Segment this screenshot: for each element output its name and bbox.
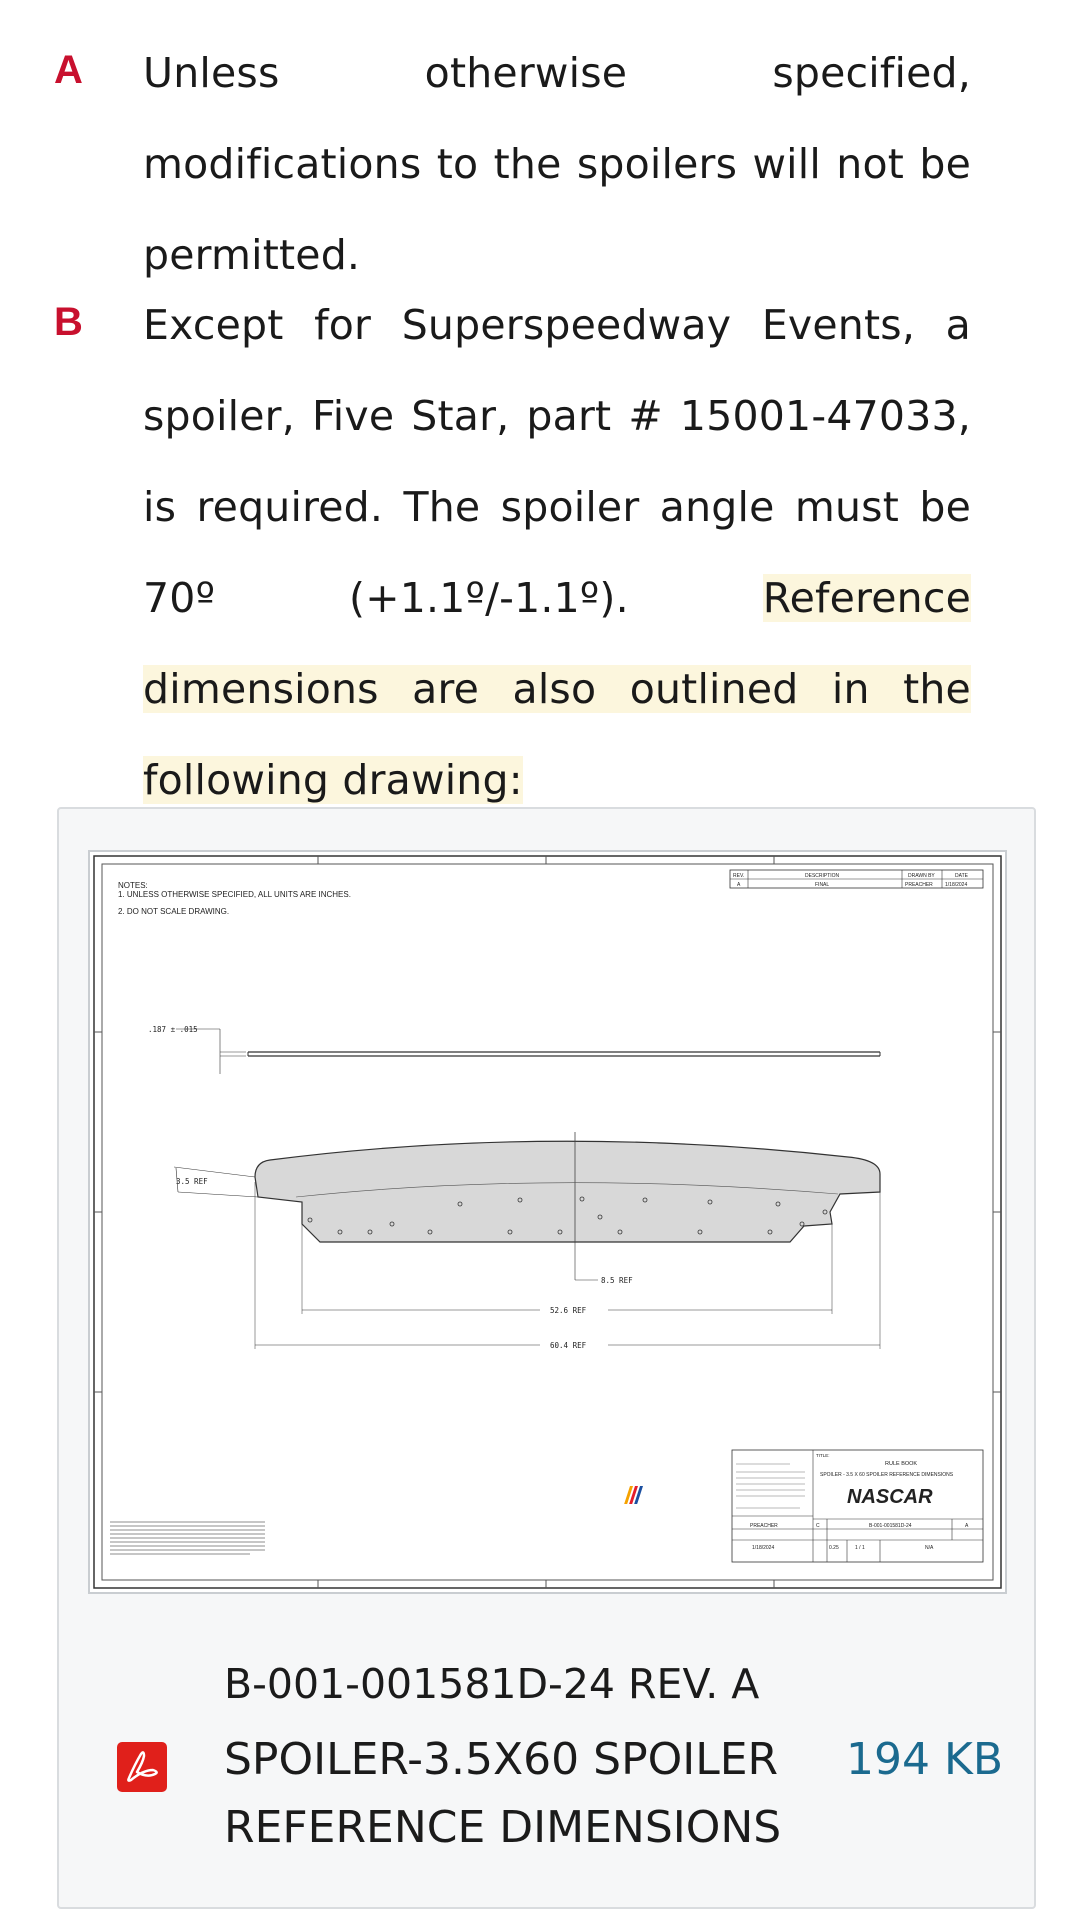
attachment-title[interactable]: SPOILER-3.5X60 SPOILER REFERENCE DIMENSIONS (224, 1734, 782, 1853)
rule-book-label: RULE BOOK (885, 1461, 918, 1467)
rule-text-b (143, 280, 971, 826)
thickness-dim: .187 ± .015 (148, 1025, 198, 1034)
title-block (624, 1450, 983, 1562)
rule-marker-b: B (54, 300, 83, 344)
outer-width-dim: 60.4 REF (550, 1341, 587, 1350)
attachment-size: 194 KB (846, 1734, 1004, 1785)
note-1: 1. UNLESS OTHERWISE SPECIFIED, ALL UNITS ARE INCHES. (118, 890, 351, 899)
notes-title: NOTES: (118, 881, 148, 890)
drawn-by-block: PREACHER (750, 1523, 778, 1529)
rule-text-b-main: Except for Superspeedway Events, a spoiler, Five Star, part # 15001-47033, is required. The spoiler angle must be 70º (+1.1º/-1.1º). (143, 301, 971, 622)
revision-table (730, 870, 983, 888)
description-value: FINAL (815, 882, 830, 888)
description-header: DESCRIPTION (805, 873, 840, 879)
date-value: 1/18/2024 (945, 882, 968, 888)
rule-text-b-highlight: Reference dimensions are also outlined in the following drawing: (143, 574, 971, 804)
note-2: 2. DO NOT SCALE DRAWING. (118, 907, 230, 916)
spoiler-edge-view (176, 1029, 880, 1074)
pdf-icon[interactable] (117, 1742, 167, 1792)
scale-value: 0.25 (829, 1545, 839, 1551)
drawing-preview[interactable] (88, 850, 1007, 1594)
rev-header: REV. (733, 873, 745, 879)
rev-value: A (737, 882, 741, 888)
date-block: 1/18/2024 (752, 1545, 775, 1551)
height-dim: 3.5 REF (176, 1177, 208, 1186)
date-header: DATE (955, 873, 968, 879)
rev-block-value: A (965, 1523, 969, 1529)
nascar-logo (624, 1486, 933, 1508)
drawn-by-header: DRAWN BY (908, 873, 935, 879)
inner-width-dim: 52.6 REF (550, 1306, 587, 1315)
sheet-value: 1 / 1 (855, 1545, 865, 1551)
attachment-id[interactable]: B-001-001581D-24 REV. A (224, 1660, 760, 1708)
rule-text-a: Unless otherwise specified, modifications to the spoilers will not be permitted. (143, 49, 971, 279)
material-value: N/A (925, 1545, 934, 1551)
title-label: TITLE: (816, 1453, 830, 1458)
size-value: C (816, 1523, 820, 1529)
depth-dim: 8.5 REF (601, 1276, 633, 1285)
legal-notice (110, 1522, 265, 1554)
drawing-title: SPOILER - 3.5 X 60 SPOILER REFERENCE DIMENSIONS (820, 1472, 954, 1478)
spoiler-front-view (174, 1132, 880, 1349)
rule-marker-a: A (54, 48, 83, 92)
drawn-by-value: PREACHER (905, 882, 933, 888)
nascar-logo-text: NASCAR (847, 1486, 933, 1508)
drawing-number: B-001-001581D-24 (869, 1523, 912, 1529)
technical-drawing (90, 852, 1005, 1592)
